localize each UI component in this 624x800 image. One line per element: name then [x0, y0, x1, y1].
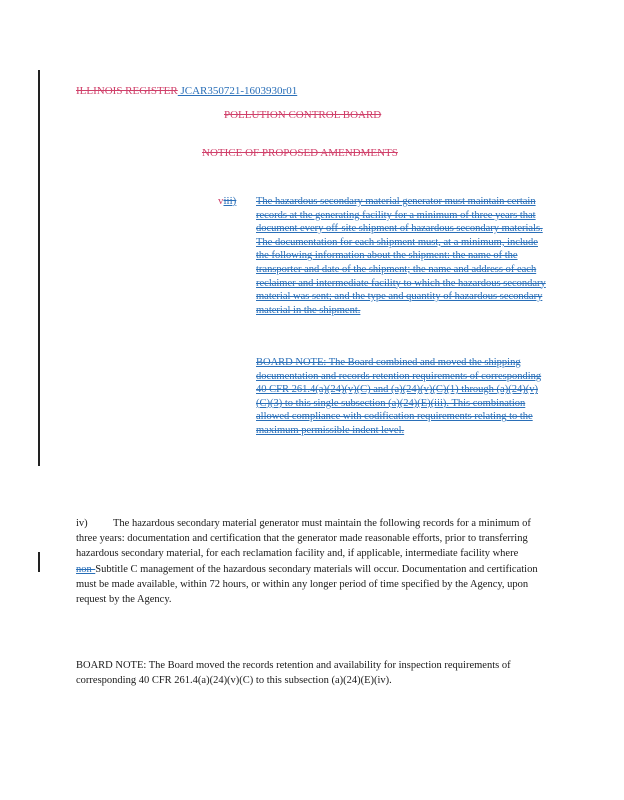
change-bar: [38, 552, 40, 572]
item-marker: [218, 195, 236, 208]
board-note: BOARD NOTE: The Board moved the records retention and availability for inspection requirements of corresponding 40 CFR 261.4(a)(24)(v)(C) to this subsection (a)(24)(E)(iv).: [76, 660, 511, 687]
item-marker-old: v: [218, 195, 224, 207]
paragraph-text-after: Subtitle C management of the hazardous secondary materials will occur. Documentation and certification must be made available, within 72 hours, or within any longer period of time specified by the Agency, upon request by the Agency.: [76, 563, 538, 606]
change-bar: [38, 70, 40, 466]
notice-title: NOTICE OF PROPOSED AMENDMENTS: [202, 147, 398, 159]
paragraph-iv: [76, 516, 538, 607]
paragraph-number: iv): [76, 518, 88, 529]
inserted-text: non-: [76, 563, 96, 575]
struck-paragraph: The hazardous secondary material generator must maintain certain records at the generating facility for a minimum of three years that document every off-site shipment of hazardous secondary materials. The documentation for each shipment must, at a minimum, include the following information about the shipment: the name of the transporter and date of the shipment; the name and address of each reclaimer and intermediate facility to which the hazardous secondary material was sent; and the type and quantity of hazardous secondary material in the shipment.: [256, 196, 546, 316]
paragraph-text-before: The hazardous secondary material generator must maintain the following records for a minimum of three years: documentation and certification that the generator made reasonable efforts, prior to transferring hazardous secondary material, for each reclamation facility and, if applicable, intermediate facility where: [76, 518, 531, 560]
struck-board-note: BOARD NOTE: The Board combined and moved the shipping documentation and records retention requirements of corresponding 40 CFR 261.4(a)(24)(v)(C) and (a)(24)(v)(C)(1) through (a)(24)(v)(C)(3) to this single subsection (a)(24)(E)(iii). This combination allowed compliance with codification requirements relating to the maximum permissible indent level.: [256, 357, 542, 436]
item-marker-new: iii): [223, 195, 237, 207]
register-ref-id: JCAR350721-1603930r01: [180, 85, 298, 97]
register-title: ILLINOIS REGISTER: [76, 85, 178, 97]
agency-title: POLLUTION CONTROL BOARD: [224, 109, 382, 121]
register-header: [76, 85, 297, 98]
